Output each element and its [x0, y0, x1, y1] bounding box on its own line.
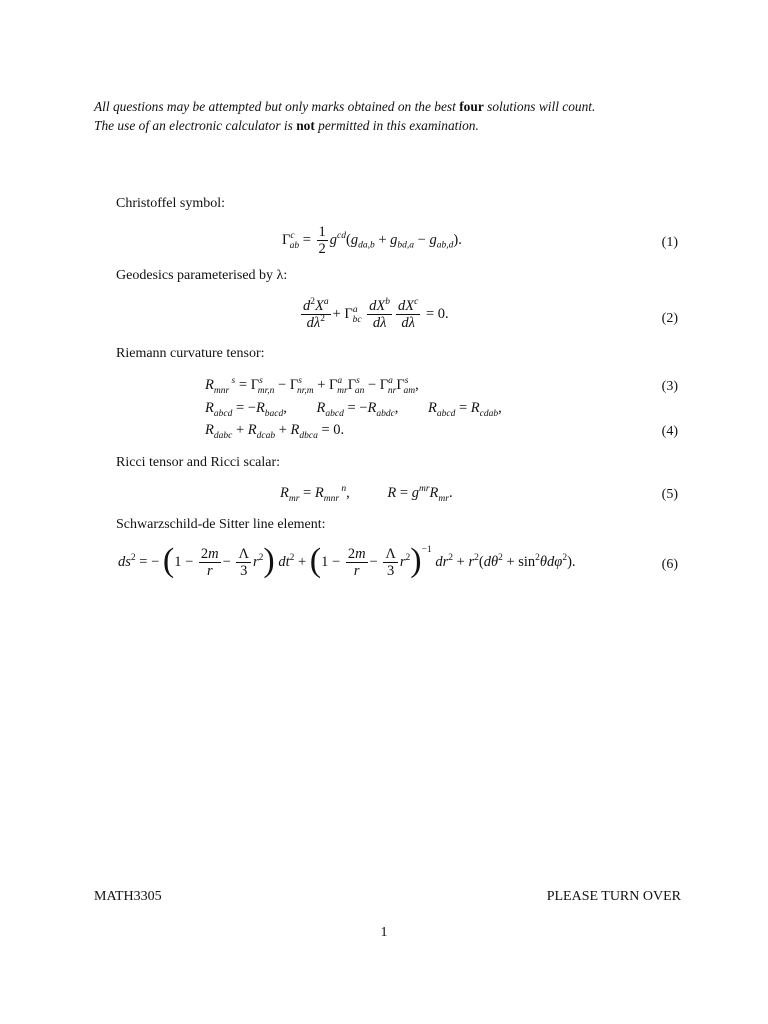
course-code: MATH3305	[94, 889, 162, 904]
equation-number-2: (2)	[661, 311, 678, 326]
geodesic-equation: $\frac{d^2X^a}{d\lambda^2}$ + $\Gamma^a_{bc}$ $\frac{dX^b}{d\lambda}$ $\frac{dX^c}{d\lambda}$ = 0.	[303, 297, 449, 331]
instruction-line1-post: solutions will count.	[483, 99, 596, 114]
equation-number-6: (6)	[661, 557, 678, 572]
riemann-heading: Riemann curvature tensor:	[116, 346, 265, 361]
instruction-line2-post: permitted in this examination.	[314, 118, 479, 133]
geodesics-heading: Geodesics parameterised by λ:	[116, 268, 288, 283]
instruction-line2-pre: The use of an electronic calculator is	[94, 118, 297, 133]
ricci-equation: $R_{mr} = R_{mnr}$ $^n$, $R = g^{mr}R_{mr}$.	[280, 484, 453, 504]
riemann-definition: $R_{mnr}$ $^s = \Gamma^s_{mr,n} - \Gamma^s_{nr,m} + \Gamma^a_{mr}\Gamma^s_{an} - \Gamma^a_{nr}\Gamma^s_{am}$,	[205, 376, 419, 396]
equation-number-5: (5)	[661, 487, 678, 502]
equation-number-3: (3)	[661, 379, 678, 394]
ricci-heading: Ricci tensor and Ricci scalar:	[116, 455, 281, 470]
bianchi-identity: $R_{dabc} + R_{dcab} + R_{dbca} = 0$.	[205, 422, 345, 441]
instruction-line1-pre: All questions may be attempted but only marks obtained on the best	[94, 99, 460, 114]
instruction-line2-bold: not	[296, 118, 315, 133]
page-number: 1	[380, 925, 388, 940]
riemann-symmetries: $R_{abcd} = -R_{bacd}$, $R_{abcd} = -R_{abdc}$, $R_{abcd} = R_{cdab}$,	[205, 400, 502, 419]
turn-over-note: PLEASE TURN OVER	[546, 889, 681, 904]
schwarzschild-line-element: $ds^2$ = − (1 − $\frac{2m}{r}$ − $\frac{\Lambda}{3}$ $r^2$) $dt^2 + (1$ − $\frac{2m}{r}$ − $\frac{\Lambda}{3}$ $r^2)^{-1}$ $dr^2 + r^2(d\theta^2 + \sin^2\theta d\varphi^2)$.	[118, 541, 576, 579]
christoffel-equation: $\Gamma^c_{ab}$ = $\frac{1}{2}$ $g^{cd}(g_{da,b} + g_{bd,a} - g_{ab,d})$.	[282, 224, 462, 257]
instructions	[94, 97, 684, 135]
equation-number-1: (1)	[661, 235, 678, 250]
schwarzschild-heading: Schwarzschild-de Sitter line element:	[116, 517, 326, 532]
equation-number-4: (4)	[661, 424, 678, 439]
christoffel-heading: Christoffel symbol:	[116, 196, 226, 211]
instruction-line1-bold: four	[459, 99, 484, 114]
